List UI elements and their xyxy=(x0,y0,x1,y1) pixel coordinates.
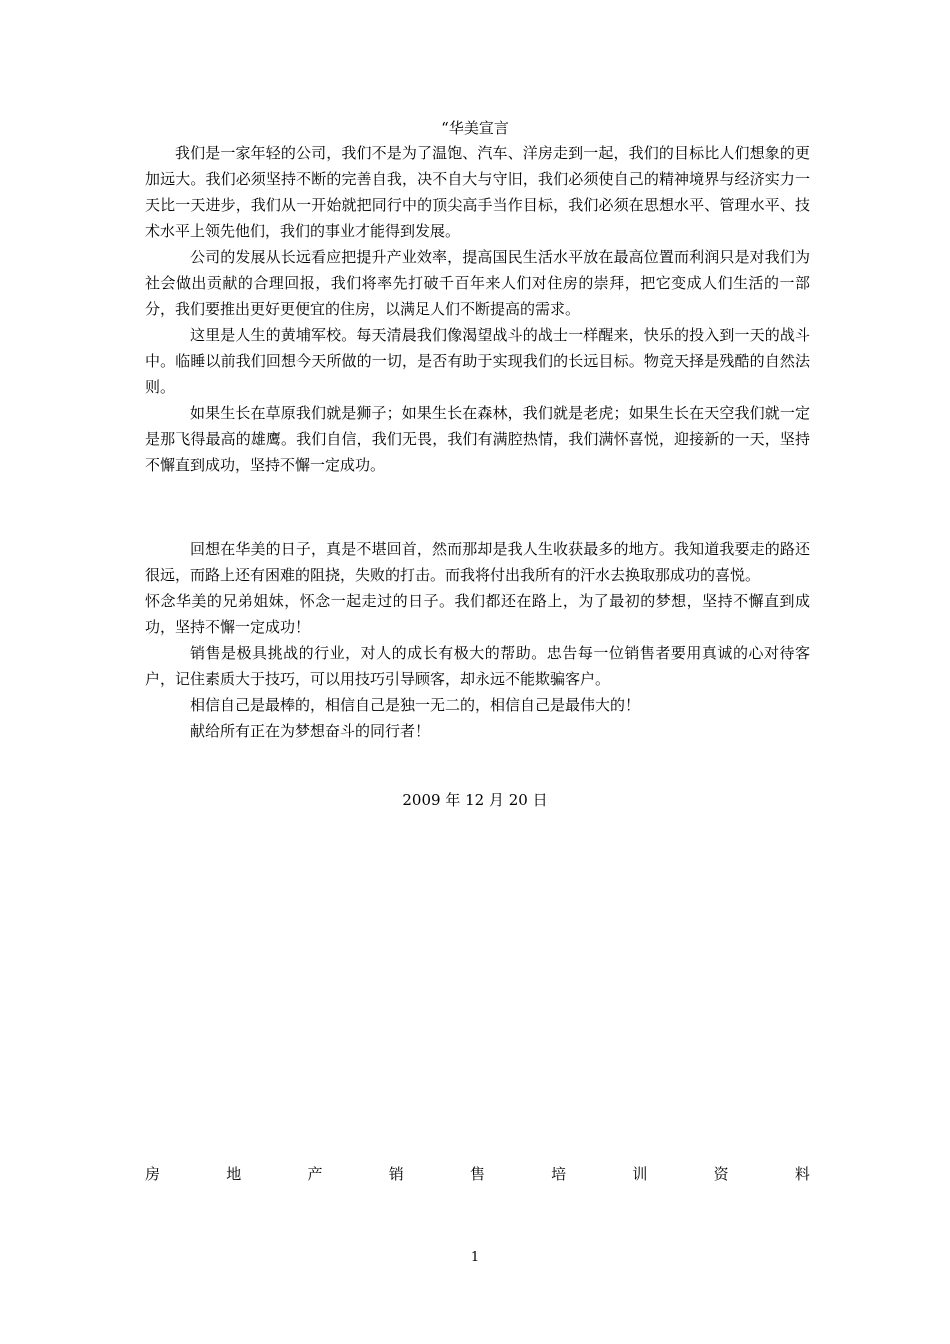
footer-title-char: 销 xyxy=(388,1165,404,1183)
footer-title xyxy=(145,1162,810,1186)
manifesto-paragraph-2: 公司的发展从长远看应把提升产业效率，提高国民生活水平放在最高位置而利润只是对我们为社会做出贡献的合理回报，我们将率先打破千百年来人们对住房的崇拜，把它变成人们生活的一部分，我们要推出更好更便宜的住房，以满足人们不断提高的需求。 xyxy=(145,248,810,318)
reflection-paragraph-2: 怀念华美的兄弟姐妹，怀念一起走过的日子。我们都还在路上，为了最初的梦想，坚持不懈直到成功，坚持不懈一定成功！ xyxy=(145,592,810,636)
document-title: “华美宣言 xyxy=(441,119,509,137)
footer-title-char: 产 xyxy=(307,1165,323,1183)
reflection-paragraph-4: 相信自己是最棒的，相信自己是独一无二的，相信自己是最伟大的！ xyxy=(190,696,641,714)
footer-title-char: 售 xyxy=(469,1165,485,1183)
manifesto-paragraph-3: 这里是人生的黄埔军校。每天清晨我们像渴望战斗的战士一样醒来，快乐的投入到一天的战斗中。临睡以前我们回想今天所做的一切，是否有助于实现我们的长远目标。物竞天择是残酷的自然法则。 xyxy=(145,326,810,396)
footer-title-char: 料 xyxy=(794,1165,810,1183)
reflection-paragraph-3: 销售是极具挑战的行业，对人的成长有极大的帮助。忠告每一位销售者要用真诚的心对待客户，记住素质大于技巧，可以用技巧引导顾客，却永远不能欺骗客户。 xyxy=(145,644,810,688)
footer-title-char: 资 xyxy=(713,1165,729,1183)
reflection-paragraph-5: 献给所有正在为梦想奋斗的同行者！ xyxy=(190,722,431,740)
manifesto-section xyxy=(145,140,810,478)
document-date: 2009 年 12 月 20 日 xyxy=(402,791,548,809)
footer-title-char: 房 xyxy=(145,1165,161,1183)
manifesto-paragraph-4: 如果生长在草原我们就是狮子；如果生长在森林，我们就是老虎；如果生长在天空我们就一定是那飞得最高的雄鹰。我们自信，我们无畏，我们有满腔热情，我们满怀喜悦，迎接新的一天，坚持不懈直到成功，坚持不懈一定成功。 xyxy=(145,404,810,474)
footer-title-char: 培 xyxy=(551,1165,567,1183)
page-number: 1 xyxy=(470,1250,480,1265)
reflection-section xyxy=(145,536,810,744)
reflection-paragraph-1: 回想在华美的日子，真是不堪回首，然而那却是我人生收获最多的地方。我知道我要走的路还很远，而路上还有困难的阻挠，失败的打击。而我将付出我所有的汗水去换取那成功的喜悦。 xyxy=(145,540,810,584)
footer-title-char: 地 xyxy=(226,1165,242,1183)
footer-title-char: 训 xyxy=(632,1165,648,1183)
manifesto-paragraph-1: 我们是一家年轻的公司，我们不是为了温饱、汽车、洋房走到一起，我们的目标比人们想象的更加远大。我们必须坚持不断的完善自我，决不自大与守旧，我们必须使自己的精神境界与经济实力一天比一天进步，我们从一开始就把同行中的顶尖高手当作目标，我们必须在思想水平、管理水平、技术水平上领先他们，我们的事业才能得到发展。 xyxy=(145,144,810,240)
